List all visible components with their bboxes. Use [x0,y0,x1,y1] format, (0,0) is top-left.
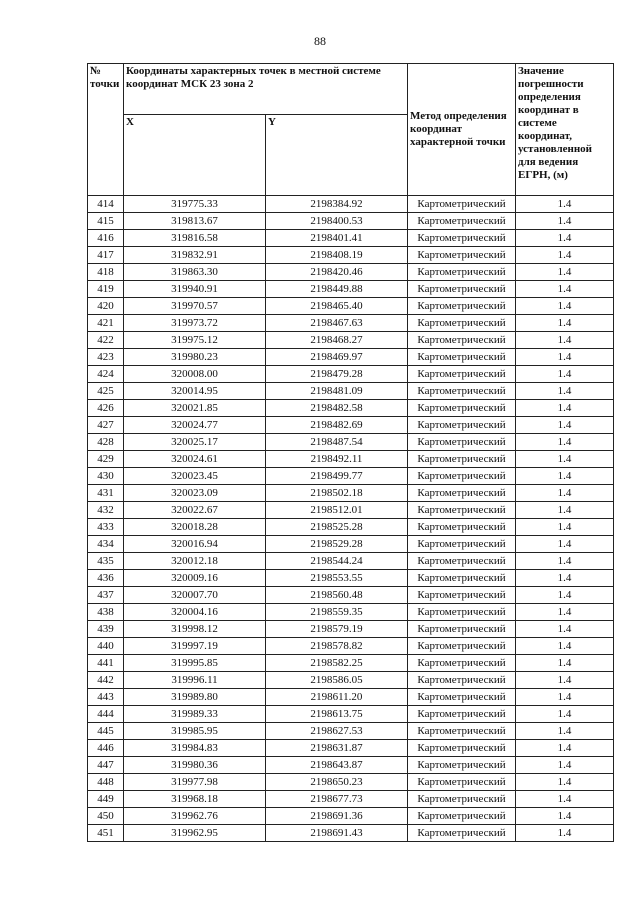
point-number-cell: 433 [88,519,124,536]
x-coordinate-cell: 320009.16 [124,570,266,587]
table-row [88,723,614,740]
header-x: X [124,115,266,196]
accuracy-cell: 1.4 [516,264,614,281]
table-row [88,706,614,723]
point-number-cell: 419 [88,281,124,298]
x-coordinate-cell: 320012.18 [124,553,266,570]
point-number-cell: 449 [88,791,124,808]
y-coordinate-cell: 2198643.87 [266,757,408,774]
table-row [88,536,614,553]
method-cell: Картометрический [408,808,516,825]
table-row [88,451,614,468]
point-number-cell: 428 [88,434,124,451]
x-coordinate-cell: 320018.28 [124,519,266,536]
method-cell: Картометрический [408,621,516,638]
accuracy-cell: 1.4 [516,451,614,468]
y-coordinate-cell: 2198677.73 [266,791,408,808]
y-coordinate-cell: 2198613.75 [266,706,408,723]
point-number-cell: 442 [88,672,124,689]
x-coordinate-cell: 319816.58 [124,230,266,247]
accuracy-cell: 1.4 [516,332,614,349]
method-cell: Картометрический [408,332,516,349]
table-row [88,196,614,213]
accuracy-cell: 1.4 [516,689,614,706]
y-coordinate-cell: 2198512.01 [266,502,408,519]
x-coordinate-cell: 319997.19 [124,638,266,655]
accuracy-cell: 1.4 [516,417,614,434]
method-cell: Картометрический [408,213,516,230]
table-row [88,400,614,417]
x-coordinate-cell: 319980.36 [124,757,266,774]
point-number-cell: 434 [88,536,124,553]
method-cell: Картометрический [408,264,516,281]
method-cell: Картометрический [408,672,516,689]
method-cell: Картометрический [408,366,516,383]
table-row [88,264,614,281]
method-cell: Картометрический [408,553,516,570]
table-row [88,638,614,655]
y-coordinate-cell: 2198492.11 [266,451,408,468]
x-coordinate-cell: 319989.33 [124,706,266,723]
table-row [88,757,614,774]
x-coordinate-cell: 319968.18 [124,791,266,808]
accuracy-cell: 1.4 [516,587,614,604]
point-number-cell: 435 [88,553,124,570]
point-number-cell: 420 [88,298,124,315]
x-coordinate-cell: 320016.94 [124,536,266,553]
point-number-cell: 451 [88,825,124,842]
header-accuracy: Значение погрешности определения координат в системе координат, установленной для ведения ЕГРН, (м) [516,64,614,196]
y-coordinate-cell: 2198559.35 [266,604,408,621]
table-row [88,774,614,791]
table-row [88,553,614,570]
table-row [88,791,614,808]
header-y: Y [266,115,408,196]
accuracy-cell: 1.4 [516,383,614,400]
method-cell: Картометрический [408,298,516,315]
method-cell: Картометрический [408,315,516,332]
table-row [88,519,614,536]
y-coordinate-cell: 2198499.77 [266,468,408,485]
method-cell: Картометрический [408,434,516,451]
table-row [88,315,614,332]
table-row [88,332,614,349]
y-coordinate-cell: 2198560.48 [266,587,408,604]
accuracy-cell: 1.4 [516,808,614,825]
table-row [88,604,614,621]
y-coordinate-cell: 2198467.63 [266,315,408,332]
y-coordinate-cell: 2198691.43 [266,825,408,842]
point-number-cell: 448 [88,774,124,791]
x-coordinate-cell: 320024.61 [124,451,266,468]
x-coordinate-cell: 319995.85 [124,655,266,672]
point-number-cell: 422 [88,332,124,349]
x-coordinate-cell: 319863.30 [124,264,266,281]
table-row [88,621,614,638]
table-row [88,825,614,842]
point-number-cell: 437 [88,587,124,604]
x-coordinate-cell: 319940.91 [124,281,266,298]
table-row [88,281,614,298]
y-coordinate-cell: 2198482.58 [266,400,408,417]
table-row [88,502,614,519]
accuracy-cell: 1.4 [516,349,614,366]
header-point-number: № точки [88,64,124,196]
method-cell: Картометрический [408,536,516,553]
method-cell: Картометрический [408,689,516,706]
method-cell: Картометрический [408,774,516,791]
method-cell: Картометрический [408,604,516,621]
accuracy-cell: 1.4 [516,604,614,621]
point-number-cell: 439 [88,621,124,638]
accuracy-cell: 1.4 [516,519,614,536]
x-coordinate-cell: 320024.77 [124,417,266,434]
accuracy-cell: 1.4 [516,638,614,655]
method-cell: Картометрический [408,485,516,502]
y-coordinate-cell: 2198525.28 [266,519,408,536]
accuracy-cell: 1.4 [516,655,614,672]
y-coordinate-cell: 2198469.97 [266,349,408,366]
method-cell: Картометрический [408,587,516,604]
x-coordinate-cell: 319813.67 [124,213,266,230]
point-number-cell: 429 [88,451,124,468]
y-coordinate-cell: 2198420.46 [266,264,408,281]
y-coordinate-cell: 2198650.23 [266,774,408,791]
point-number-cell: 438 [88,604,124,621]
accuracy-cell: 1.4 [516,757,614,774]
x-coordinate-cell: 320004.16 [124,604,266,621]
method-cell: Картометрический [408,451,516,468]
accuracy-cell: 1.4 [516,553,614,570]
y-coordinate-cell: 2198578.82 [266,638,408,655]
x-coordinate-cell: 319975.12 [124,332,266,349]
method-cell: Картометрический [408,757,516,774]
x-coordinate-cell: 319970.57 [124,298,266,315]
accuracy-cell: 1.4 [516,774,614,791]
table-row [88,570,614,587]
method-cell: Картометрический [408,502,516,519]
method-cell: Картометрический [408,638,516,655]
table-body [88,196,614,842]
method-cell: Картометрический [408,723,516,740]
point-number-cell: 426 [88,400,124,417]
point-number-cell: 414 [88,196,124,213]
x-coordinate-cell: 319985.95 [124,723,266,740]
point-number-cell: 447 [88,757,124,774]
point-number-cell: 423 [88,349,124,366]
y-coordinate-cell: 2198502.18 [266,485,408,502]
y-coordinate-cell: 2198529.28 [266,536,408,553]
y-coordinate-cell: 2198611.20 [266,689,408,706]
point-number-cell: 431 [88,485,124,502]
table-row [88,808,614,825]
accuracy-cell: 1.4 [516,485,614,502]
point-number-cell: 427 [88,417,124,434]
point-number-cell: 432 [88,502,124,519]
y-coordinate-cell: 2198544.24 [266,553,408,570]
table-row [88,655,614,672]
accuracy-cell: 1.4 [516,536,614,553]
method-cell: Картометрический [408,349,516,366]
x-coordinate-cell: 319980.23 [124,349,266,366]
y-coordinate-cell: 2198465.40 [266,298,408,315]
method-cell: Картометрический [408,383,516,400]
method-cell: Картометрический [408,570,516,587]
accuracy-cell: 1.4 [516,247,614,264]
accuracy-cell: 1.4 [516,315,614,332]
accuracy-cell: 1.4 [516,672,614,689]
point-number-cell: 436 [88,570,124,587]
table-row [88,349,614,366]
method-cell: Картометрический [408,281,516,298]
method-cell: Картометрический [408,740,516,757]
table-row [88,434,614,451]
method-cell: Картометрический [408,247,516,264]
y-coordinate-cell: 2198408.19 [266,247,408,264]
accuracy-cell: 1.4 [516,740,614,757]
x-coordinate-cell: 319977.98 [124,774,266,791]
table-row [88,247,614,264]
y-coordinate-cell: 2198468.27 [266,332,408,349]
method-cell: Картометрический [408,468,516,485]
y-coordinate-cell: 2198487.54 [266,434,408,451]
x-coordinate-cell: 320008.00 [124,366,266,383]
x-coordinate-cell: 319998.12 [124,621,266,638]
y-coordinate-cell: 2198553.55 [266,570,408,587]
header-coordinates-group: Координаты характерных точек в местной системе координат МСК 23 зона 2 [124,64,408,115]
point-number-cell: 416 [88,230,124,247]
coordinates-table [87,63,614,842]
point-number-cell: 443 [88,689,124,706]
table-row [88,587,614,604]
accuracy-cell: 1.4 [516,570,614,587]
header-row-top [88,64,614,115]
accuracy-cell: 1.4 [516,468,614,485]
accuracy-cell: 1.4 [516,298,614,315]
point-number-cell: 440 [88,638,124,655]
accuracy-cell: 1.4 [516,196,614,213]
x-coordinate-cell: 320014.95 [124,383,266,400]
point-number-cell: 430 [88,468,124,485]
x-coordinate-cell: 319973.72 [124,315,266,332]
y-coordinate-cell: 2198586.05 [266,672,408,689]
method-cell: Картометрический [408,825,516,842]
point-number-cell: 441 [88,655,124,672]
point-number-cell: 450 [88,808,124,825]
method-cell: Картометрический [408,417,516,434]
x-coordinate-cell: 320021.85 [124,400,266,417]
accuracy-cell: 1.4 [516,213,614,230]
method-cell: Картометрический [408,230,516,247]
method-cell: Картометрический [408,196,516,213]
header-method: Метод определения координат характерной точки [408,64,516,196]
point-number-cell: 415 [88,213,124,230]
table-row [88,230,614,247]
point-number-cell: 446 [88,740,124,757]
x-coordinate-cell: 319775.33 [124,196,266,213]
accuracy-cell: 1.4 [516,366,614,383]
accuracy-cell: 1.4 [516,723,614,740]
x-coordinate-cell: 319996.11 [124,672,266,689]
table-row [88,213,614,230]
y-coordinate-cell: 2198691.36 [266,808,408,825]
y-coordinate-cell: 2198384.92 [266,196,408,213]
x-coordinate-cell: 319832.91 [124,247,266,264]
x-coordinate-cell: 320022.67 [124,502,266,519]
accuracy-cell: 1.4 [516,502,614,519]
table-row [88,740,614,757]
table-row [88,689,614,706]
point-number-cell: 417 [88,247,124,264]
point-number-cell: 445 [88,723,124,740]
y-coordinate-cell: 2198401.41 [266,230,408,247]
accuracy-cell: 1.4 [516,281,614,298]
x-coordinate-cell: 320007.70 [124,587,266,604]
accuracy-cell: 1.4 [516,434,614,451]
accuracy-cell: 1.4 [516,621,614,638]
y-coordinate-cell: 2198582.25 [266,655,408,672]
point-number-cell: 421 [88,315,124,332]
y-coordinate-cell: 2198479.28 [266,366,408,383]
y-coordinate-cell: 2198627.53 [266,723,408,740]
y-coordinate-cell: 2198481.09 [266,383,408,400]
table-row [88,366,614,383]
x-coordinate-cell: 320023.45 [124,468,266,485]
point-number-cell: 424 [88,366,124,383]
x-coordinate-cell: 319962.76 [124,808,266,825]
method-cell: Картометрический [408,655,516,672]
table-row [88,417,614,434]
y-coordinate-cell: 2198631.87 [266,740,408,757]
accuracy-cell: 1.4 [516,825,614,842]
accuracy-cell: 1.4 [516,791,614,808]
accuracy-cell: 1.4 [516,706,614,723]
table-row [88,383,614,400]
table-row [88,468,614,485]
page-number: 88 [314,34,326,48]
x-coordinate-cell: 319984.83 [124,740,266,757]
method-cell: Картометрический [408,400,516,417]
x-coordinate-cell: 320023.09 [124,485,266,502]
point-number-cell: 444 [88,706,124,723]
y-coordinate-cell: 2198449.88 [266,281,408,298]
method-cell: Картометрический [408,791,516,808]
y-coordinate-cell: 2198400.53 [266,213,408,230]
x-coordinate-cell: 319989.80 [124,689,266,706]
x-coordinate-cell: 319962.95 [124,825,266,842]
table-row [88,298,614,315]
method-cell: Картометрический [408,519,516,536]
method-cell: Картометрический [408,706,516,723]
x-coordinate-cell: 320025.17 [124,434,266,451]
y-coordinate-cell: 2198579.19 [266,621,408,638]
point-number-cell: 425 [88,383,124,400]
point-number-cell: 418 [88,264,124,281]
y-coordinate-cell: 2198482.69 [266,417,408,434]
accuracy-cell: 1.4 [516,400,614,417]
accuracy-cell: 1.4 [516,230,614,247]
table-row [88,485,614,502]
table-row [88,672,614,689]
